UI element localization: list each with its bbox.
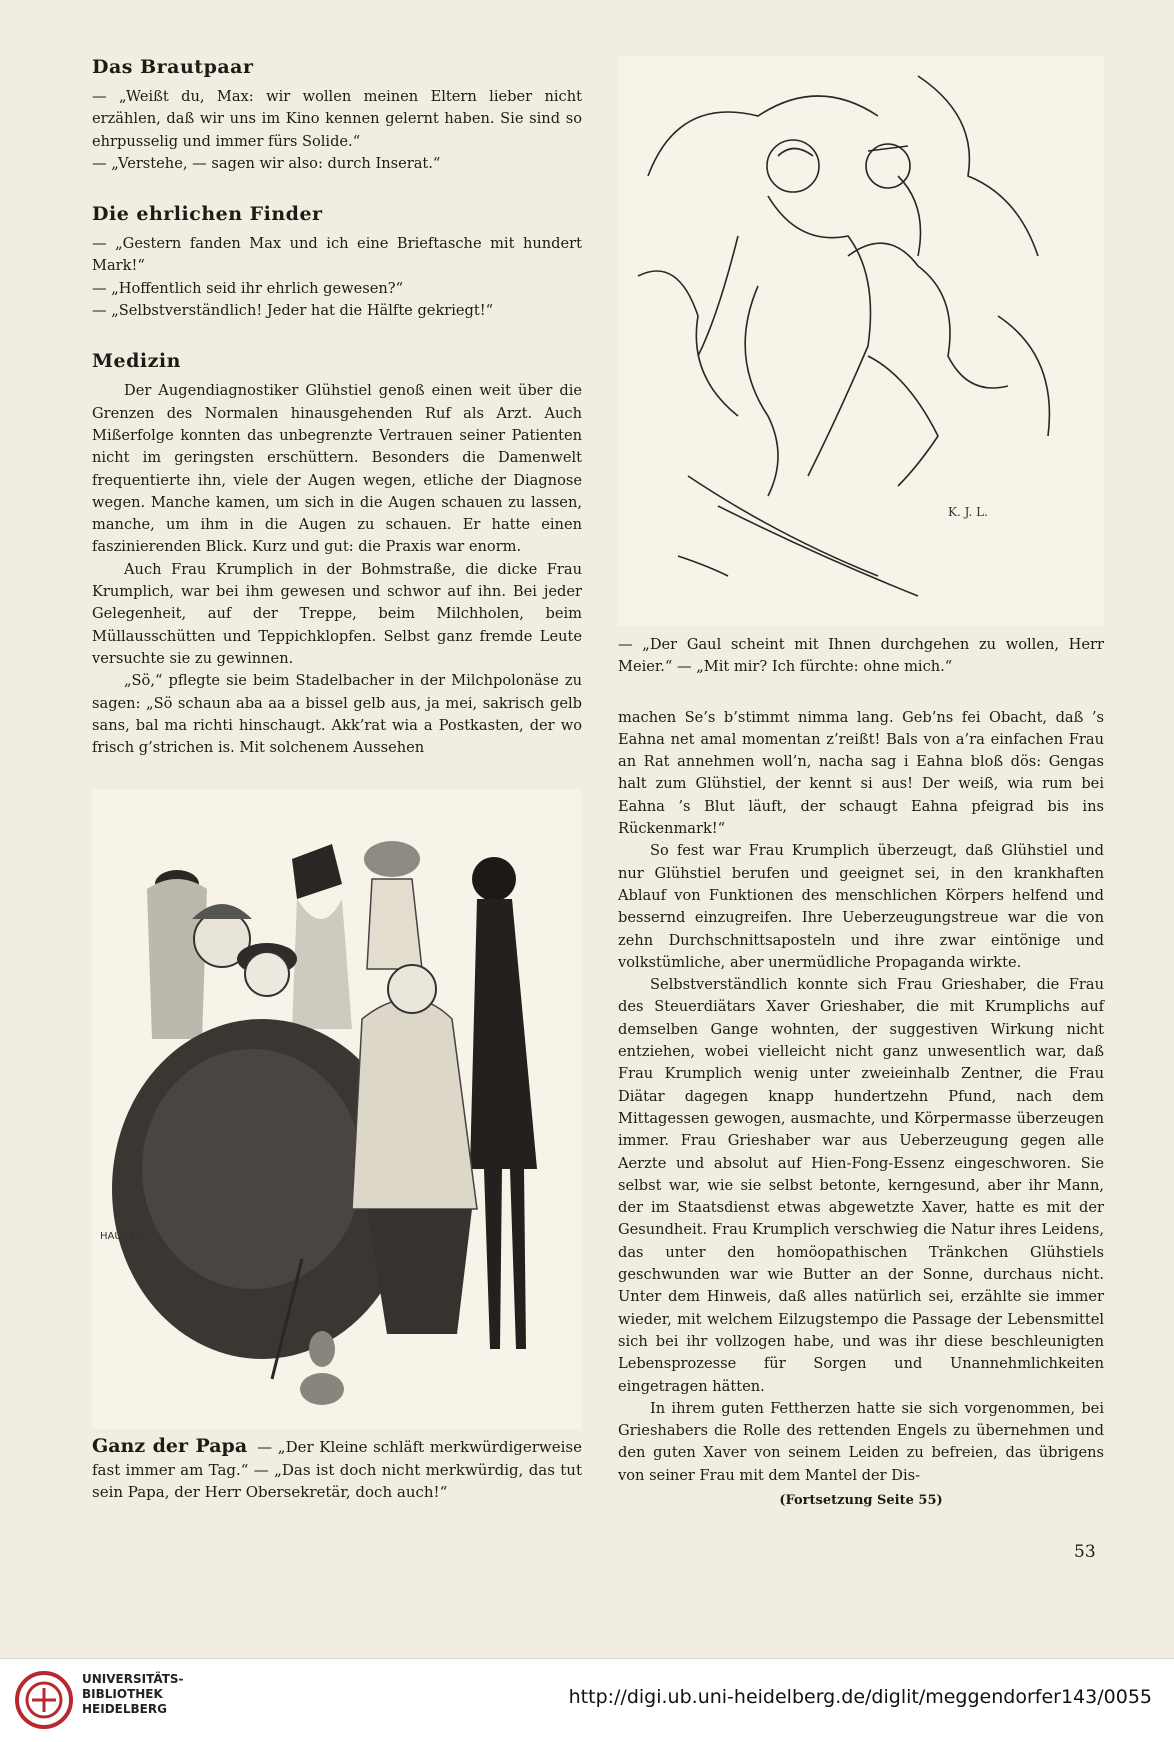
paragraph: Der Augendiagnostiker Glühstiel genoß einen weit über die Grenzen des Normalen hinausgehenden Ruf als Arzt. Auch Mißerfolge konnten das unbegrenzte Vertrauen seiner Patienten nicht im geringsten erschüttern. Besonders die Damenwelt frequentierte ihn, viele der Augen wegen, etliche der Diagnose wegen. Manche kamen, um sich in die Augen schauen zu lassen, manche, um ihm in die Augen zu schauen. Er hatte einen faszinierenden Blick. Kurz und gut: die Praxis war enorm. — [92, 382, 582, 556]
page-number: 53 — [1074, 1542, 1096, 1562]
section-ehrliche-finder — [92, 203, 582, 322]
section-title: Das Brautpaar — [92, 56, 254, 78]
paragraph: Auch Frau Krumplich in der Bohmstraße, die dicke Frau Krumplich, war bei ihm gewesen und schwor auf ihn. Bei jeder Gelegenheit, auf der Treppe, beim Milchholen, beim Müllausschütten und Teppichklopfen. Selbst ganz fremde Leute versuchte sie zu gewinnen. — [92, 560, 582, 667]
crowd-of-women-illustration — [92, 789, 582, 1429]
paragraph: So fest war Frau Krumplich überzeugt, daß Glühstiel und nur Glühstiel berufen und geeignet sei, in den krankhaften Ablauf von Funktionen des menschlichen Körpers helfend und bessernd einzugreifen. Ihre Ueberzeugungstreue war die von zehn Durchschnittsaposteln und ihre zwar eintönige und volkstümliche, aber unermüdliche Propaganda wirkte. — [618, 842, 1104, 971]
section-title: Die ehrlichen Finder — [92, 203, 323, 226]
right-column — [618, 56, 1104, 1508]
paragraph: machen Se’s b’stimmt nimma lang. Geb’ns fei Obacht, daß ’s Eahna net amal momentan z’reißt! Bals von a’ra einfachen Frau an Rat annehmen woll’n, nacha sag i Eahna bloß dös: Gengas halt zum Glühstiel, der kennt si aus! Der weiß, wia rum bei Eahna ’s Blut läuft, der schaugt Eahna pfeigrad bis ins Rückenmark!“ — [618, 708, 1104, 838]
source-url[interactable]: http://digi.ub.uni-heidelberg.de/diglit/meggendorfer143/0055 — [568, 1686, 1152, 1708]
paragraph: — „Hoffentlich seid ihr ehrlich gewesen?“ — [92, 279, 404, 297]
paragraph: In ihrem guten Fettherzen hatte sie sich vorgenommen, bei Grieshabers die Rolle des rettenden Engels zu übernehmen und den guten Xaver von seinem Leiden zu befreien, das übrigens von seiner Frau mit dem Mantel der Dis- — [618, 1399, 1104, 1484]
runaway-horse-illustration — [618, 56, 1104, 626]
caption-text: — „Der Kleine schläft merkwürdigerweise fast immer am Tag.“ — „Das ist doch nicht merkwürdig, das tut sein Papa, der Herr Obersekretär, doch auch!“ — [92, 1438, 582, 1502]
university-seal-icon — [14, 1667, 74, 1733]
caption-title: Ganz der Papa — [92, 1435, 248, 1458]
paragraph: — „Gestern fanden Max und ich eine Brieftasche mit hundert Mark!“ — [92, 235, 582, 275]
illustration-horse-riders — [618, 56, 1104, 626]
paragraph: — „Verstehe, — sagen wir also: durch Inserat.“ — [92, 154, 441, 172]
paragraph: Selbstverständlich konnte sich Frau Grieshaber, die Frau des Steuerdiätars Xaver Grieshaber, die mit Krumplichs auf demselben Gange wohnten, der suggestiven Wirkung nicht entziehen, wobei vielleicht nicht ganz unwesentlich war, daß Frau Krumplich wenig unter zweieinhalb Zentner, die Frau Diätar dagegen knapp hundertzehn Pfund, nach dem Mittagessen gewogen, ausmachte, und Körpermasse überzeugen immer. Frau Grieshaber war aus Ueberzeugung gegen alle Aerzte und absolut auf Hien-Fong-Essenz eingeschworen. Sie selbst war, wie sie selbst betonte, kerngesund, aber ihr Mann, der im Staatsdienst etwas abgewetzte Xaver, hatte es mit der Gesundheit. Frau Krumplich verschwieg die Natur ihres Leidens, das unter den homöopathischen Tränkchen Glühstiels geschwunden war wie Butter an der Sonne, durchaus nicht. Unter dem Hinweis, daß alles natürlich sei, erzählte sie immer wieder, mit welchem Eilzugstempo die Passage der Lebensmittel sich bei ihr vollzogen habe, und was ihr diese beschleunigten Lebensprozesse für Sorgen und Unannehmlichkeiten eingetragen hätten. — [618, 976, 1104, 1395]
caption-ganz-der-papa — [92, 1435, 582, 1504]
continuation-note: (Fortsetzung Seite 55) — [779, 1492, 943, 1508]
paragraph: — „Weißt du, Max: wir wollen meinen Eltern lieber nicht erzählen, daß wir uns im Kino kennen gelernt haben. Sie sind so ehrpusselig und immer fürs Solide.“ — [92, 88, 582, 150]
paragraph: „Sö,“ pflegte sie beim Stadelbacher in der Milchpolonäse zu sagen: „Sö schaun aba aa a bissel gelb aus, ja mei, sakrisch gelb sans, bal ma richti hinschaugt. Akk’rat wia a Postkasten, der wo frisch g’strichen is. Mit solchenem Aussehen — [92, 672, 582, 757]
artist-signature: HAUDER — [100, 1231, 143, 1243]
caption-horse: — „Der Gaul scheint mit Ihnen durchgehen zu wollen, Herr Meier.“ — „Mit mir? Ich fürchte: ohne mich.“ — [618, 636, 1104, 676]
illustration-ganz-der-papa — [92, 789, 582, 1429]
section-title: Medizin — [92, 350, 181, 373]
footer-bar — [0, 1658, 1174, 1742]
institution-name: UNIVERSITÄTS- BIBLIOTHEK HEIDELBERG — [82, 1672, 184, 1716]
paragraph: — „Selbstverständlich! Jeder hat die Hälfte gekriegt!“ — [92, 302, 494, 320]
section-medizin — [92, 350, 582, 759]
section-brautpaar — [92, 56, 582, 175]
artist-signature: K. J. L. — [948, 505, 988, 519]
left-column — [92, 56, 582, 1504]
